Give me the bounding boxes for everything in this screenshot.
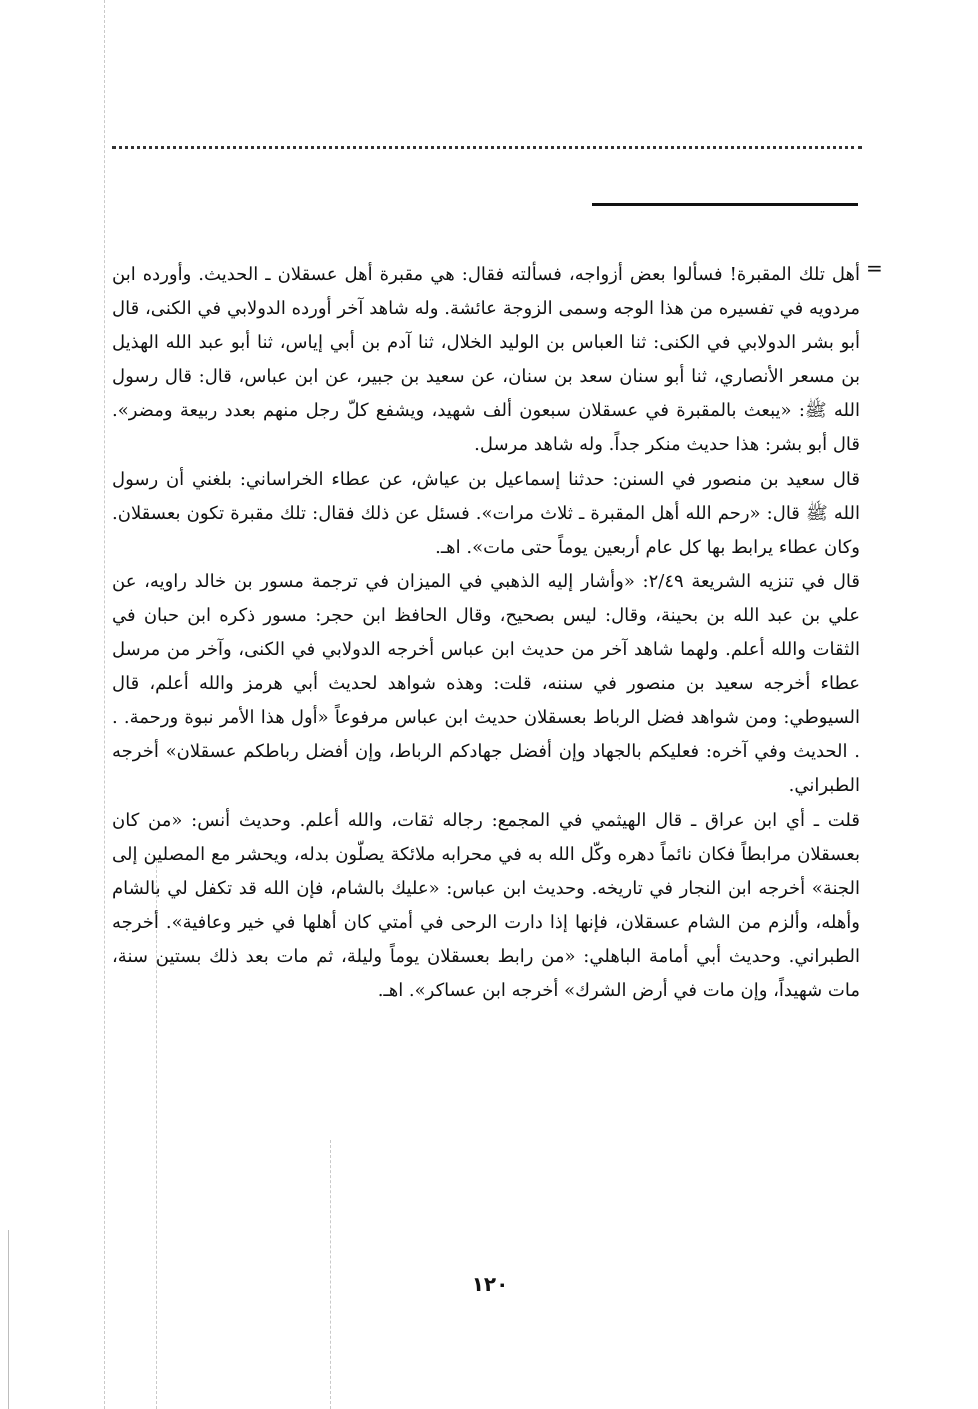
paragraph-3: قال في تنزيه الشريعة ٢/٤٩: «وأشار إليه الذهبي في الميزان في ترجمة مسور بن خالد راويه، عن علي بن عبد الله بن بحينة، وقال: ليس بصحيح، وقال الحافظ ابن حجر: مسور ذكره ابن حبان في الثقات والله أعلم. ولهما شاهد آخر من حديث ابن عباس أخرجه الدولابي في الكنى، وآخر من مرسل عطاء أخرجه سعيد بن منصور في سننه، قلت: وهذه شواهد لحديث أبي هرمز والله أعلم، قال السيوطي: ومن شواهد فضل الرباط بعسقلان حديث ابن عباس مرفوعاً «أول هذا الأمر نبوة ورحمة. . . الحديث وفي آخره: فعليكم بالجهاد وإن أفضل جهادكم الرباط، وإن أفضل رباطكم عسقلان» أخرجه الطبراني.: [112, 570, 860, 797]
paragraph-4: قلت ـ أي ابن عراق ـ قال الهيثمي في المجمع: رجاله ثقات، والله أعلم. وحديث أنس: «من كان بعسقلان مرابطاً فكان نائماً دهره وكّل الله به في محرابه ملائكة يصلّون بدله، ويحشر مع المصلين إلى الجنة» أخرجه ابن النجار في تاريخه. وحديث ابن عباس: «عليك بالشام، فإن الله قد تكفل لي بالشام وأهله، وألزم من الشام عسقلان، فإنها إذا دارت الرحى في أمتي كان أهلها في خير وعافية». أخرجه الطبراني. وحديث أبي أمامة الباهلي: «من رابط بعسقلان يوماً وليلة، ثم مات بعد ذلك بستين سنة، مات شهيداً، وإن مات في أرض الشرك» أخرجه ابن عساكر». اهـ.: [112, 809, 860, 1001]
header-dotted-rule: [112, 146, 862, 149]
scan-fold-line: [104, 0, 105, 1409]
footnote-text-block: [112, 258, 860, 1008]
paragraph-2: قال سعيد بن منصور في السنن: حدثنا إسماعيل بن عياش، عن عطاء الخراساني: بلغني أن رسول الله ﷺ قال: «رحم الله أهل المقبرة ـ ثلاث مرات». فسئل عن ذلك فقال: تلك مقبرة تكون بعسقلان. وكان عطاء يرابط بها كل عام أربعين يوماً حتى مات». اهـ.: [112, 468, 860, 558]
scan-edge-line: [8, 1230, 9, 1409]
page-number: ١٢٠: [471, 1272, 509, 1296]
paragraph-1: أهل تلك المقبرة! فسألوا بعض أزواجه، فسألته فقال: هي مقبرة أهل عسقلان ـ الحديث. وأورده ابن مردويه في تفسيره من هذا الوجه وسمى الزوجة عائشة. وله شاهد آخر أورده الدولابي في الكنى، قال أبو بشر الدولابي في الكنى: ثنا العباس بن الوليد الخلال، ثنا آدم بن أبي إياس، ثنا أبو عبد الله الهذيل بن مسعر الأنصاري، ثنا أبو سنان سعد بن سنان، عن سعيد بن جبير، عن ابن عباس، قال: قال رسول الله ﷺ: «يبعث بالمقبرة في عسقلان سبعون ألف شهيد، ويشفع كلّ رجل منهم بعدد ربيعة ومضر». قال أبو بشر: هذا حديث منكر جداً. وله شاهد مرسل.: [112, 264, 860, 456]
footnote-separator-rule: [592, 203, 858, 206]
scan-fold-line: [330, 1140, 331, 1409]
margin-mark: =: [866, 256, 883, 280]
